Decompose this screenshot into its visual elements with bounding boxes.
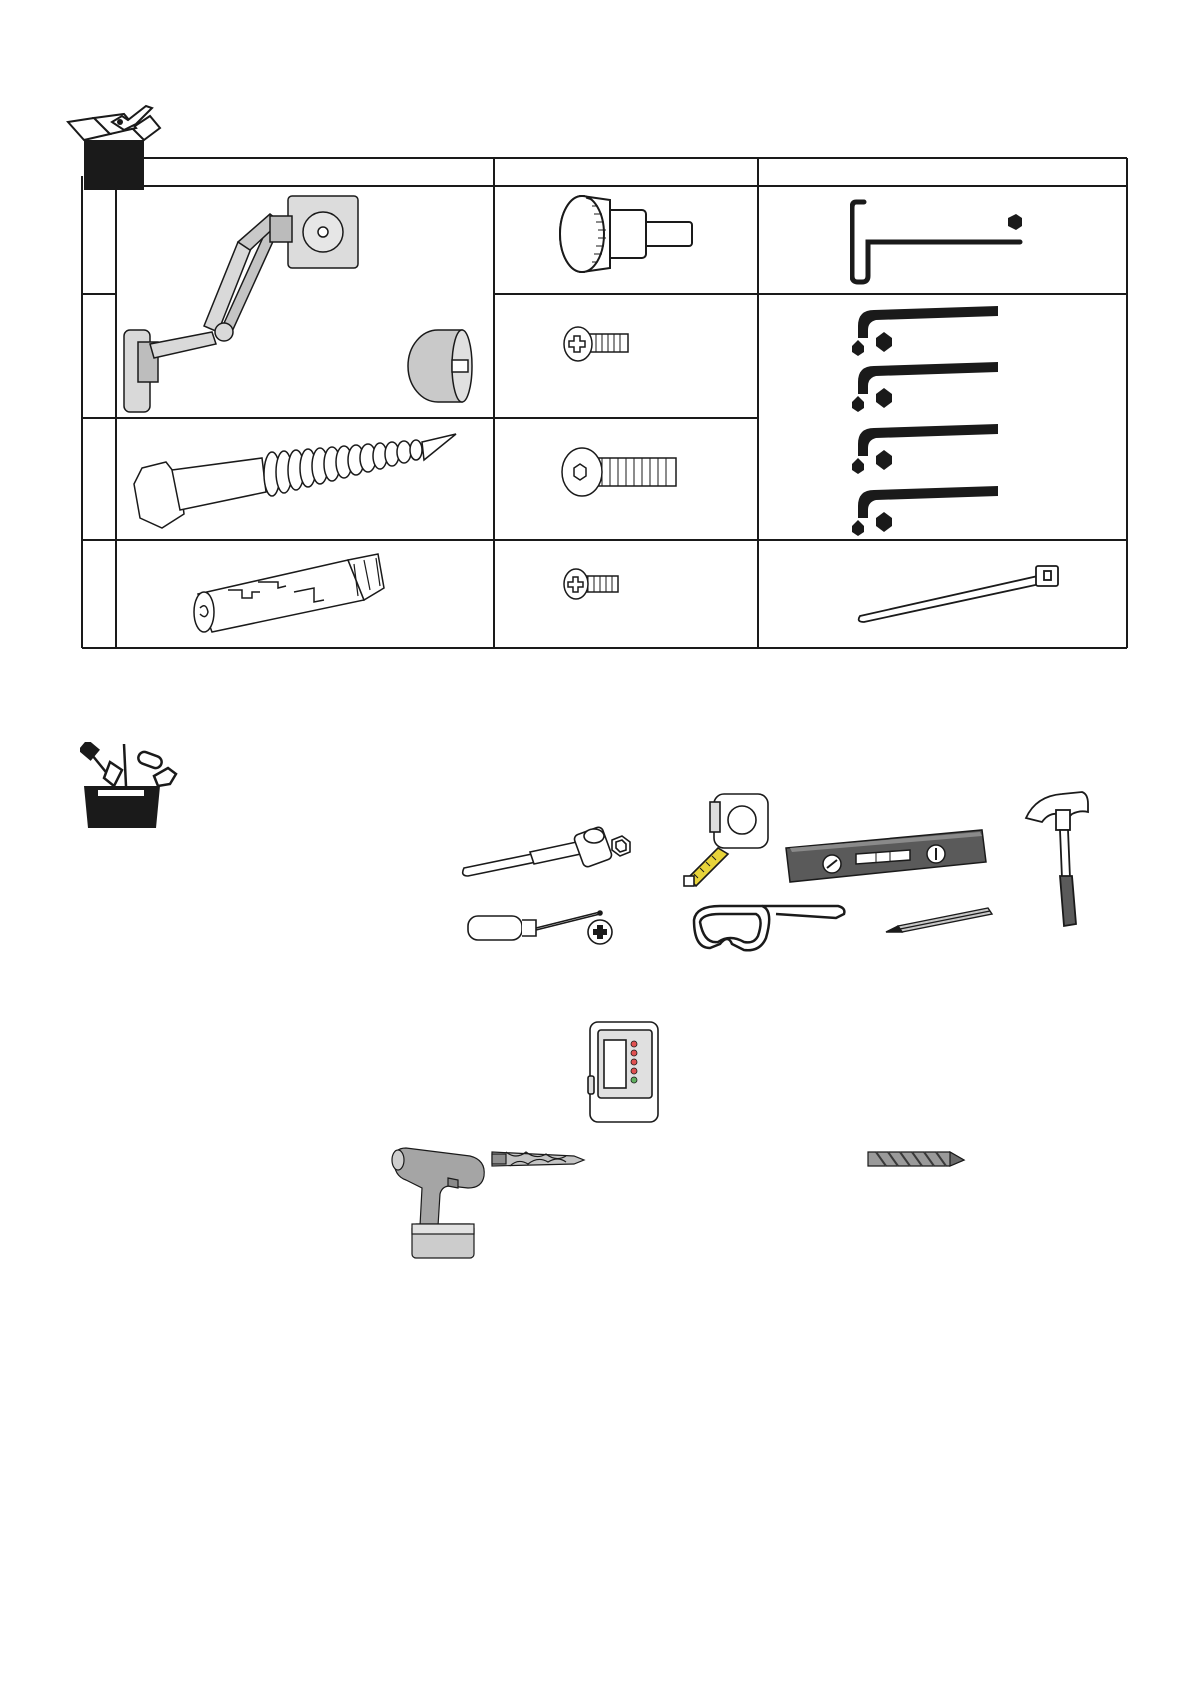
phillips-screw-icon [562, 324, 632, 364]
screwdriver-icon [466, 896, 626, 952]
tools-section [0, 700, 1190, 1300]
spirit-level-icon [782, 826, 992, 892]
toolbox-icon [80, 742, 184, 828]
t-hex-key-icon [850, 196, 1030, 288]
drill-bit-icon [490, 1146, 586, 1172]
drill-icon [390, 1142, 492, 1262]
socket-wrench-icon [460, 826, 640, 886]
thumb-screw-icon [556, 192, 706, 282]
hammer-icon [1022, 788, 1092, 928]
stud-finder-icon [586, 1018, 662, 1126]
contents-section [0, 0, 1190, 680]
lag-bolt-icon [132, 424, 462, 536]
hex-key-icon [852, 300, 1006, 540]
cable-tie-icon [854, 560, 1074, 624]
drill-bit-icon [866, 1146, 966, 1172]
tape-measure-icon [682, 790, 778, 890]
wall-anchor-icon [188, 550, 388, 636]
round-cap-icon [402, 326, 474, 408]
pencil-icon [884, 904, 996, 936]
monitor-arm-icon [120, 192, 360, 417]
phillips-screw-icon [562, 566, 622, 602]
hex-socket-screw-icon [560, 442, 680, 502]
safety-glasses-icon [690, 892, 850, 962]
